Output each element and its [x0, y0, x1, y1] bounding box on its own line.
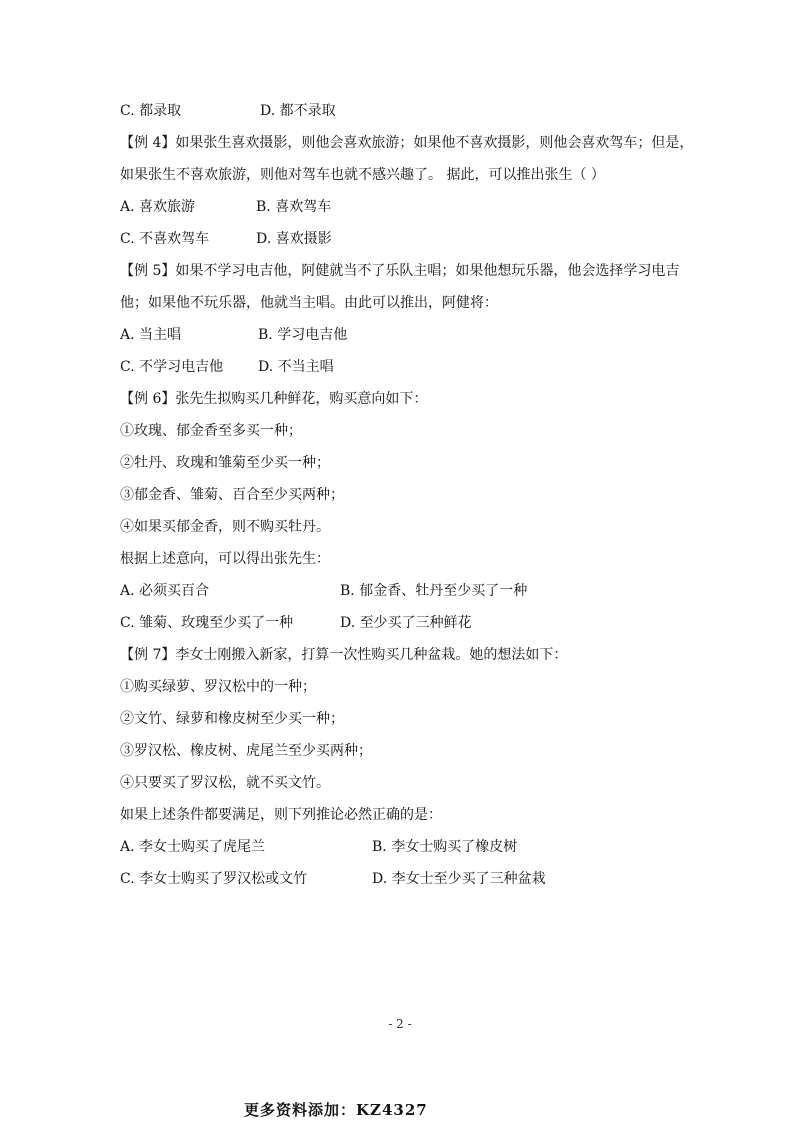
example-5-option-a: A. 当主唱 — [120, 327, 182, 343]
example-4-line-2: 如果张生不喜欢旅游，则他对驾车也就不感兴趣了。 据此，可以推出张生（ ） — [120, 167, 605, 183]
example-7-condition-1: ①购买绿萝、罗汉松中的一种； — [120, 679, 316, 695]
example-4-option-a: A. 喜欢旅游 — [120, 199, 196, 215]
example-5-option-c: C. 不学习电吉他 — [120, 359, 224, 375]
example-6-line-1: 【例 6】张先生拟购买几种鲜花，购买意向如下： — [120, 391, 428, 407]
example-7-line-1: 【例 7】李女士刚搬入新家，打算一次性购买几种盆栽。她的想法如下： — [120, 647, 568, 663]
example-7-option-d: D. 李女士至少买了三种盆栽 — [372, 871, 546, 887]
example-6-condition-1: ①玫瑰、郁金香至多买一种； — [120, 423, 302, 439]
example-5-line-1: 【例 5】如果不学习电吉他，阿健就当不了乐队主唱；如果他想玩乐器，他会选择学习电吉 — [120, 263, 680, 279]
example-6-option-a: A. 必须买百合 — [120, 583, 210, 599]
example-7-question: 如果上述条件都要满足，则下列推论必然正确的是： — [120, 807, 442, 823]
example-6-option-d: D. 至少买了三种鲜花 — [340, 615, 472, 631]
example-7-option-b: B. 李女士购买了橡皮树 — [372, 839, 518, 855]
example-4-line-1: 【例 4】如果张生喜欢摄影，则他会喜欢旅游；如果他不喜欢摄影，则他会喜欢驾车；但是， — [120, 135, 694, 151]
example-6-condition-3: ③郁金香、雏菊、百合至少买两种； — [120, 487, 344, 503]
example-7-condition-2: ②文竹、绿萝和橡皮树至少买一种； — [120, 711, 344, 727]
example-4-option-b: B. 喜欢驾车 — [256, 199, 332, 215]
example-6-condition-2: ②牡丹、玫瑰和雏菊至少买一种； — [120, 455, 330, 471]
example-7-condition-4: ④只要买了罗汉松，就不买文竹。 — [120, 775, 330, 791]
example-7-option-a: A. 李女士购买了虎尾兰 — [120, 839, 266, 855]
example-5-option-b: B. 学习电吉他 — [258, 327, 348, 343]
example-6-condition-4: ④如果买郁金香，则不购买牡丹。 — [120, 519, 330, 535]
footer-contact: 更多资料添加：KZ4327 — [244, 1101, 428, 1119]
example-6-option-c: C. 雏菊、玫瑰至少买了一种 — [120, 615, 294, 631]
option-c: C. 都录取 — [120, 103, 182, 119]
example-4-option-d: D. 喜欢摄影 — [256, 231, 332, 247]
example-5-option-d: D. 不当主唱 — [258, 359, 334, 375]
example-6-option-b: B. 郁金香、牡丹至少买了一种 — [340, 583, 528, 599]
option-d: D. 都不录取 — [260, 103, 336, 119]
example-5-line-2: 他；如果他不玩乐器，他就当主唱。由此可以推出，阿健将： — [120, 295, 498, 311]
example-6-question: 根据上述意向，可以得出张先生： — [120, 551, 330, 567]
example-7-option-c: C. 李女士购买了罗汉松或文竹 — [120, 871, 308, 887]
page-number: - 2 - — [388, 1017, 412, 1031]
example-7-condition-3: ③罗汉松、橡皮树、虎尾兰至少买两种； — [120, 743, 372, 759]
example-4-option-c: C. 不喜欢驾车 — [120, 231, 210, 247]
